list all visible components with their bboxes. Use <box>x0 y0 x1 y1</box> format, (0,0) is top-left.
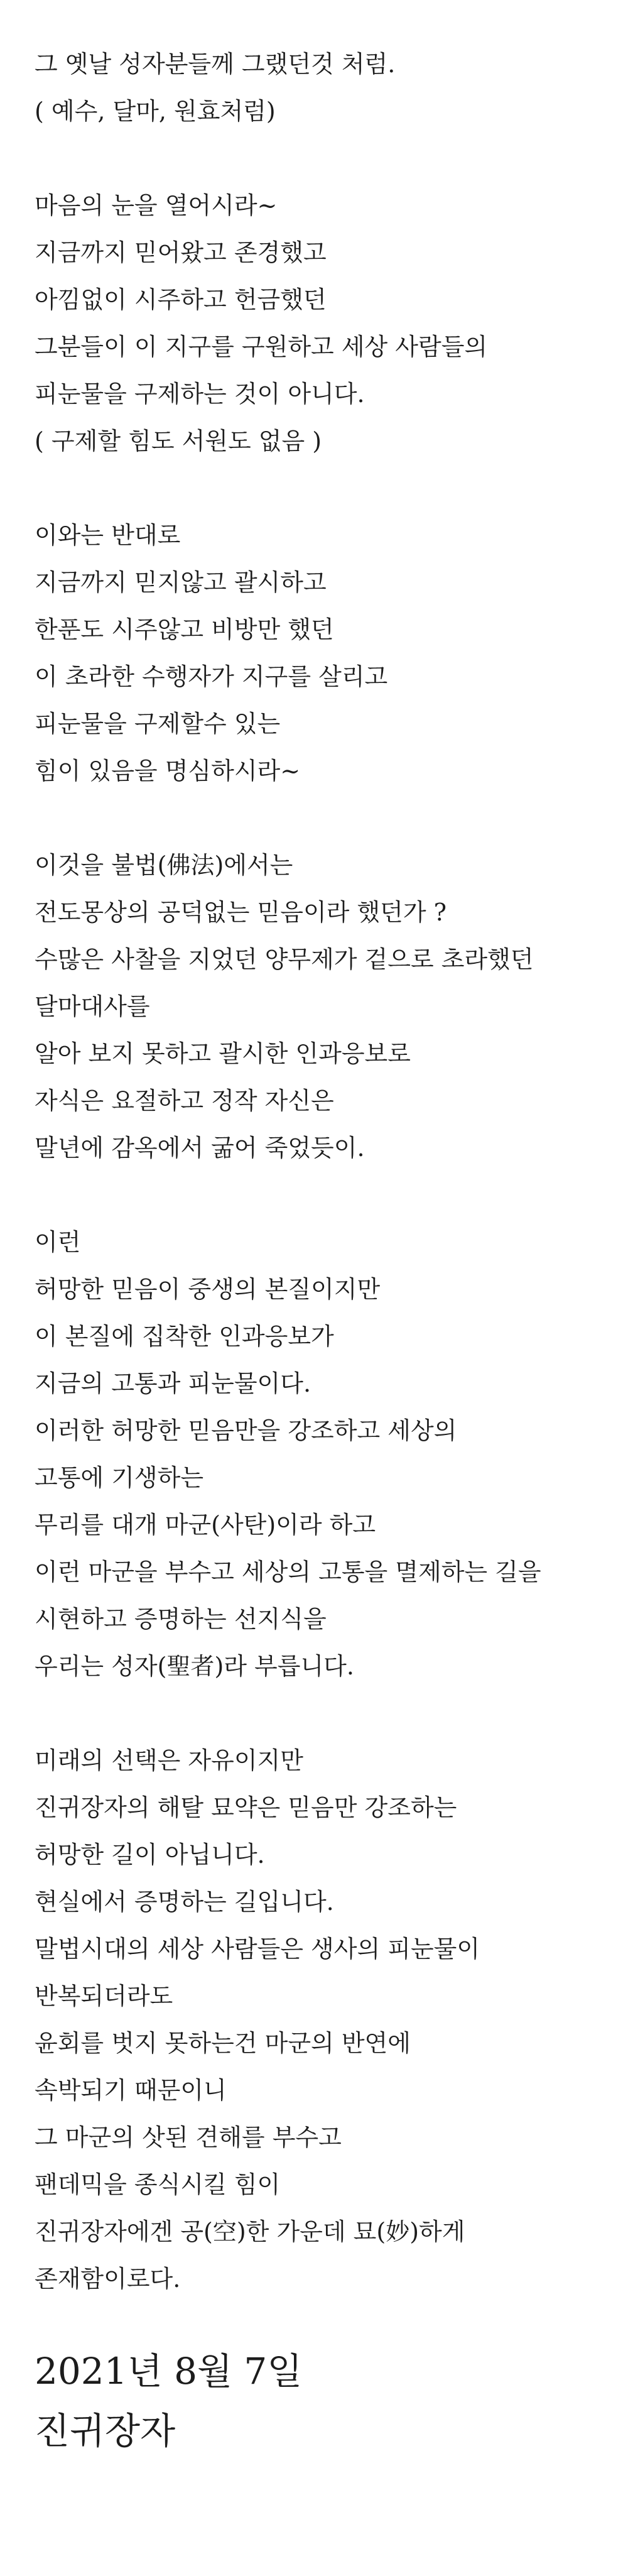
poem-line: 그분들이 이 지구를 구원하고 세상 사람들의 <box>35 333 488 361</box>
poem-line: 지금의 고통과 피눈물이다. <box>35 1370 311 1397</box>
stanza-1 <box>35 41 628 135</box>
poem-line: 진귀장자의 해탈 묘약은 믿음만 강조하는 <box>35 1794 457 1821</box>
poem-line: 그 옛날 성자분들께 그랬던것 처럼. <box>35 50 396 78</box>
poem-line: 전도몽상의 공덕없는 믿음이라 했던가 ? <box>35 898 447 926</box>
poem-line: 허망한 믿음이 중생의 본질이지만 <box>35 1275 381 1303</box>
poem-line: 이런 <box>35 1228 81 1256</box>
poem-line: 한푼도 시주않고 비방만 했던 <box>35 616 334 643</box>
poem-line: 이 본질에 집착한 인과응보가 <box>35 1323 334 1350</box>
stanza-gap <box>35 795 628 842</box>
poem-body <box>35 41 628 2303</box>
poem-line: 이런 마군을 부수고 세상의 고통을 멸제하는 길을 <box>35 1558 541 1586</box>
poem-line: 현실에서 증명하는 길입니다. <box>35 1888 334 1916</box>
poem-line: 지금까지 믿어왔고 존경했고 <box>35 239 327 266</box>
poem-line: 말법시대의 세상 사람들은 생사의 피눈물이 <box>35 1935 480 1963</box>
poem-line: 피눈물을 구제할수 있는 <box>35 710 281 738</box>
poem-line: 팬데믹을 종식시킬 힘이 <box>35 2171 281 2198</box>
stanza-gap <box>35 135 628 182</box>
poem-line: 고통에 기생하는 <box>35 1464 204 1492</box>
poem-line: 달마대사를 <box>35 993 150 1020</box>
poem-line: 존재함이로다. <box>35 2265 181 2293</box>
poem-line: 마음의 눈을 열어시라~ <box>35 192 278 219</box>
poem-line: 지금까지 믿지않고 괄시하고 <box>35 569 327 596</box>
poem-line: 그 마군의 삿된 견해를 부수고 <box>35 2124 342 2151</box>
poem-line: 이것을 불법(佛法)에서는 <box>35 851 293 879</box>
poem-line: 우리는 성자(聖者)라 부릅니다. <box>35 1652 354 1680</box>
poem-line: 속박되기 때문이니 <box>35 2077 227 2104</box>
poem-line: ( 구제할 힘도 서원도 없음 ) <box>35 427 322 455</box>
poem-line: 이러한 허망한 믿음만을 강조하고 세상의 <box>35 1417 457 1444</box>
poem-line: 말년에 감옥에서 굶어 죽었듯이. <box>35 1134 365 1162</box>
poem-line: 자식은 요절하고 정작 자신은 <box>35 1087 334 1115</box>
poem-line: 이와는 반대로 <box>35 521 181 549</box>
stanza-6 <box>35 1737 628 2303</box>
stanza-2 <box>35 182 628 465</box>
poem-line: 피눈물을 구제하는 것이 아니다. <box>35 380 365 408</box>
signature-date: 2021년 8월 7일 <box>35 2350 303 2393</box>
poem-line: 허망한 길이 아닙니다. <box>35 1841 265 1869</box>
signature-block <box>35 2342 628 2461</box>
poem-line: 반복되더라도 <box>35 1982 173 2010</box>
poem-line: ( 예수, 달마, 원효처럼) <box>35 97 276 125</box>
signature-author: 진귀장자 <box>35 2410 176 2452</box>
poem-line: 윤회를 벗지 못하는건 마군의 반연에 <box>35 2029 411 2057</box>
poem-line: 수많은 사찰을 지었던 양무제가 겉으로 초라했던 <box>35 946 534 973</box>
poem-line: 시현하고 증명하는 선지식을 <box>35 1605 327 1633</box>
stanza-4 <box>35 842 628 1172</box>
poem-line: 알아 보지 못하고 괄시한 인과응보로 <box>35 1040 411 1067</box>
poem-line: 미래의 선택은 자유이지만 <box>35 1747 303 1774</box>
poem-line: 힘이 있음을 명심하시라~ <box>35 757 301 785</box>
stanza-gap <box>35 1172 628 1219</box>
poem-line: 이 초라한 수행자가 지구를 살리고 <box>35 663 388 690</box>
stanza-5 <box>35 1219 628 1690</box>
stanza-gap <box>35 465 628 512</box>
poem-line: 무리를 대개 마군(사탄)이라 하고 <box>35 1511 376 1539</box>
stanza-gap <box>35 1690 628 1737</box>
poem-line: 아낌없이 시주하고 헌금했던 <box>35 286 327 314</box>
stanza-3 <box>35 512 628 795</box>
poem-line: 진귀장자에겐 공(空)한 가운데 묘(妙)하게 <box>35 2218 465 2246</box>
